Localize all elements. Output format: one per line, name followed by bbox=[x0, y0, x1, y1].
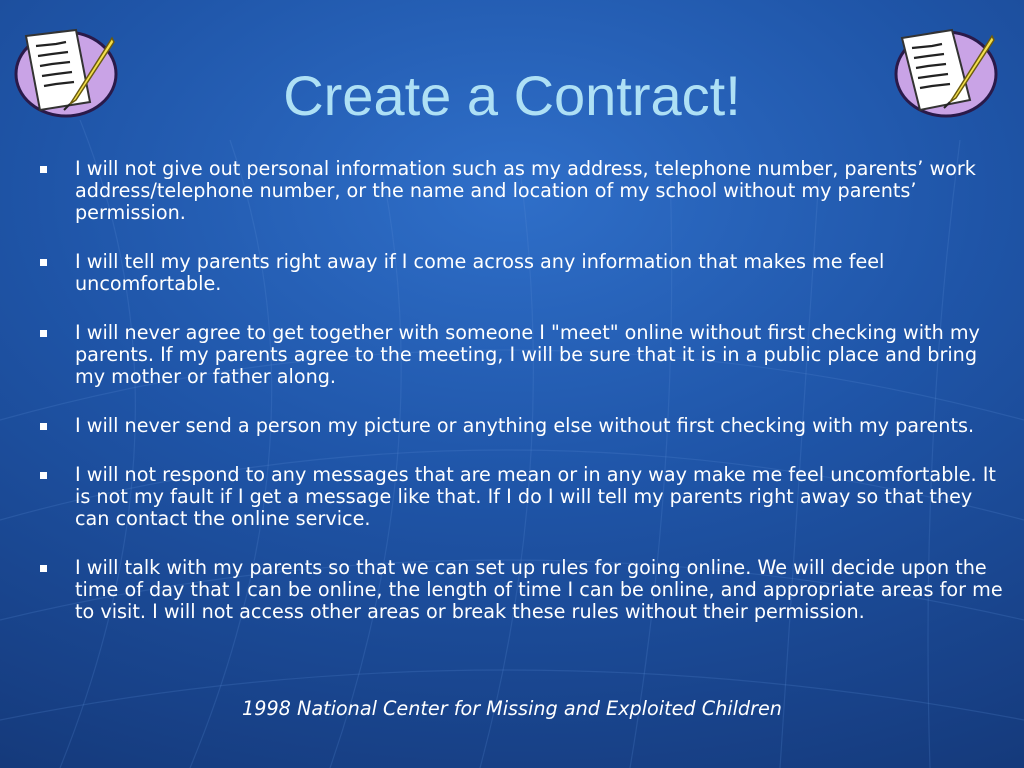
contract-scroll-quill-icon bbox=[892, 24, 1000, 120]
bullet-text: I will not give out personal information such as my address, telephone number, parents’ work address/telephone number, or the name and location of my school without my parents’ permission. bbox=[75, 157, 976, 224]
bullet-text: I will not respond to any messages that are mean or in any way make me feel uncomfortable. It is not my fault if I get a message like that. If I do I will tell my parents right away so that they can contact the online service. bbox=[75, 463, 996, 530]
contract-scroll-quill-icon bbox=[14, 24, 122, 120]
list-item bbox=[30, 322, 1005, 388]
bullet-text: I will talk with my parents so that we can set up rules for going online. We will decide upon the time of day that I can be online, the length of time I can be online, and appropriate areas for me to visit. I will not access other areas or break these rules without their permission. bbox=[75, 556, 1003, 623]
bullet-text: I will tell my parents right away if I come across any information that makes me feel uncomfortable. bbox=[75, 250, 885, 295]
bullet-marker bbox=[40, 423, 47, 430]
source-credit: 1998 National Center for Missing and Exploited Children bbox=[242, 697, 782, 720]
list-item bbox=[30, 251, 1005, 295]
bullet-marker bbox=[40, 565, 47, 572]
bullet-text: I will never send a person my picture or anything else without first checking with my parents. bbox=[75, 414, 975, 437]
bullet-marker bbox=[40, 472, 47, 479]
slide-title: Create a Contract! bbox=[283, 64, 741, 127]
list-item bbox=[30, 158, 1005, 224]
bullet-marker bbox=[40, 259, 47, 266]
bullet-list bbox=[30, 158, 1005, 650]
list-item bbox=[30, 415, 1005, 437]
list-item bbox=[30, 557, 1005, 623]
bullet-marker bbox=[40, 166, 47, 173]
list-item bbox=[30, 464, 1005, 530]
bullet-text: I will never agree to get together with someone I "meet" online without first checking with my parents. If my parents agree to the meeting, I will be sure that it is in a public place and bring my mother or father along. bbox=[75, 321, 980, 388]
bullet-marker bbox=[40, 330, 47, 337]
